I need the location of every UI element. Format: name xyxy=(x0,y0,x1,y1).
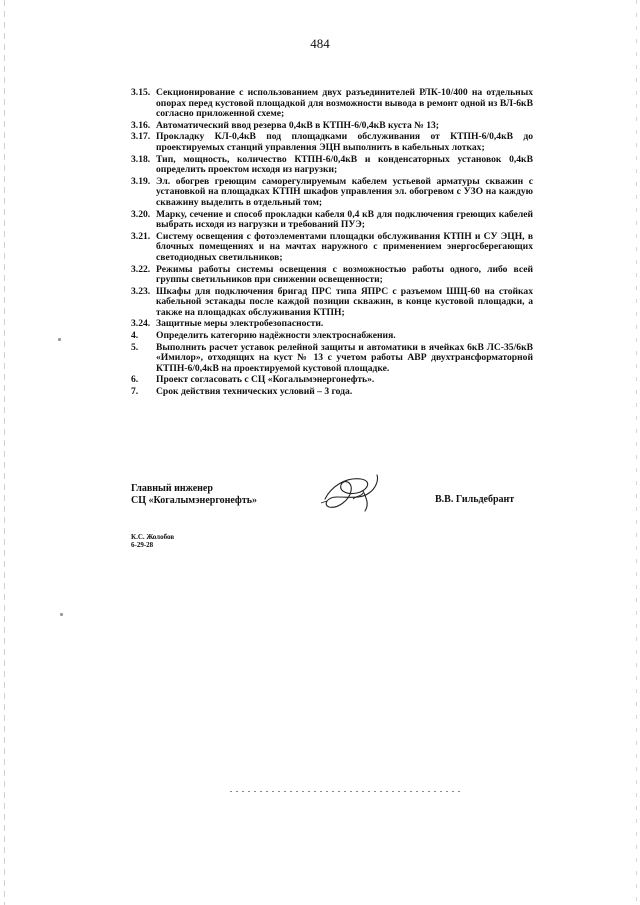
item-number: 3.21. xyxy=(131,230,151,242)
item-number: 3.17. xyxy=(131,131,151,143)
item-text: Режимы работы системы освещения с возможностью работы одного, либо всей группы светильников при снижении освещенности; xyxy=(156,263,533,286)
item-text: Срок действия технических условий – 3 года. xyxy=(156,386,353,398)
list-item xyxy=(131,287,533,319)
item-text: Марку, сечение и способ прокладки кабеля 0,4 кВ для подключения греющих кабелей выбрать исходя из нагрузки и требований ПУЭ; xyxy=(156,208,533,231)
item-number: 3.24. xyxy=(131,318,151,330)
item-number: 3.22. xyxy=(131,263,151,275)
list-item xyxy=(131,210,533,231)
requirements-list xyxy=(131,88,533,399)
item-text: Систему освещения с фотоэлементами площадки обслуживания КТПН и СУ ЭЦН, в блочных помещениях и на мачтах наружного с применением энергосберегающих светодиодных светильников; xyxy=(156,230,533,263)
list-item xyxy=(131,232,533,264)
executor-info xyxy=(131,533,174,549)
page-number: 484 xyxy=(310,36,330,51)
item-text: Определить категорию надёжности электроснабжения. xyxy=(156,330,396,342)
item-number: 3.15. xyxy=(131,87,151,98)
signatory-title xyxy=(131,483,257,507)
list-item xyxy=(131,88,533,120)
list-item xyxy=(131,375,533,386)
list-item xyxy=(131,331,533,342)
item-number: 7. xyxy=(131,386,139,398)
scan-artifact-line xyxy=(230,791,460,792)
item-number: 3.23. xyxy=(131,285,151,297)
executor-name: К.С. Жолобов xyxy=(131,533,175,541)
item-number: 3.19. xyxy=(131,175,151,187)
item-text: Проект согласовать с СЦ «Когалымэнергонефть». xyxy=(156,374,375,386)
list-item xyxy=(131,177,533,209)
item-text: Секционирование с использованием двух разъединителей РЛК-10/400 на отдельных опорах перед кустовой площадкой для возможности вывода в ремонт одной из ВЛ-6кВ согласно приложенной схеме; xyxy=(156,87,533,120)
signatory-organization: СЦ «Когалымэнергонефть» xyxy=(131,495,258,506)
signatory-position: Главный инженер xyxy=(131,483,213,494)
scan-edge-left xyxy=(4,0,5,905)
item-text: Защитные меры электробезопасности. xyxy=(156,318,324,330)
item-number: 3.20. xyxy=(131,208,151,220)
list-item xyxy=(131,265,533,286)
item-text: Тип, мощность, количество КТПН-6/0,4кВ и конденсаторных установок 0,4кВ определить проектом исходя из нагрузки; xyxy=(156,153,533,176)
item-text: Выполнить расчет уставок релейной защиты и автоматики в ячейках 6кВ ЛС-35/6кВ «Имилор», отходящих на куст № 13 с учетом работы АВР двухтрансформаторной КТПН-6/0,4кВ на проектируемой кустовой площадке. xyxy=(156,341,533,374)
scan-speck xyxy=(60,613,63,616)
list-item xyxy=(131,132,533,153)
list-item xyxy=(131,155,533,176)
item-text: Прокладку КЛ-0,4кВ под площадками обслуживания от КТПН-6/0,4кВ до проектируемых станций управления ЭЦН выполнить в кабельных лотках; xyxy=(156,131,533,153)
item-number: 6. xyxy=(131,374,139,386)
signatory-name: В.В. Гильдебрант xyxy=(435,494,515,505)
signature-block xyxy=(131,483,551,533)
list-item xyxy=(131,121,533,132)
handwritten-signature xyxy=(317,469,387,515)
executor-phone: 6-29-28 xyxy=(131,541,154,549)
scan-edge-right xyxy=(636,0,637,905)
item-number: 3.18. xyxy=(131,153,151,165)
item-text: Эл. обогрев греющим саморегулируемым кабелем устьевой арматуры скважин с установкой на площадках КТПН шкафов управления эл. обогревом с УЗО на каждую скважину выделить в отдельный том; xyxy=(156,175,533,208)
item-number: 4. xyxy=(131,330,139,342)
item-number: 3.16. xyxy=(131,119,151,131)
scan-speck xyxy=(58,338,61,341)
item-text: Автоматический ввод резерва 0,4кВ в КТПН-6/0,4кВ куста № 13; xyxy=(156,119,439,131)
list-item xyxy=(131,319,533,330)
item-text: Шкафы для подключения бригад ПРС типа ЯПРС с разъемом ШЩ-60 на стойках кабельной эстакады после каждой позиции скважин, в конце кустовой площадки, а также на площадках обслуживания КТПН; xyxy=(156,285,533,318)
list-item xyxy=(131,387,533,398)
list-item xyxy=(131,343,533,375)
item-number: 5. xyxy=(131,341,139,353)
